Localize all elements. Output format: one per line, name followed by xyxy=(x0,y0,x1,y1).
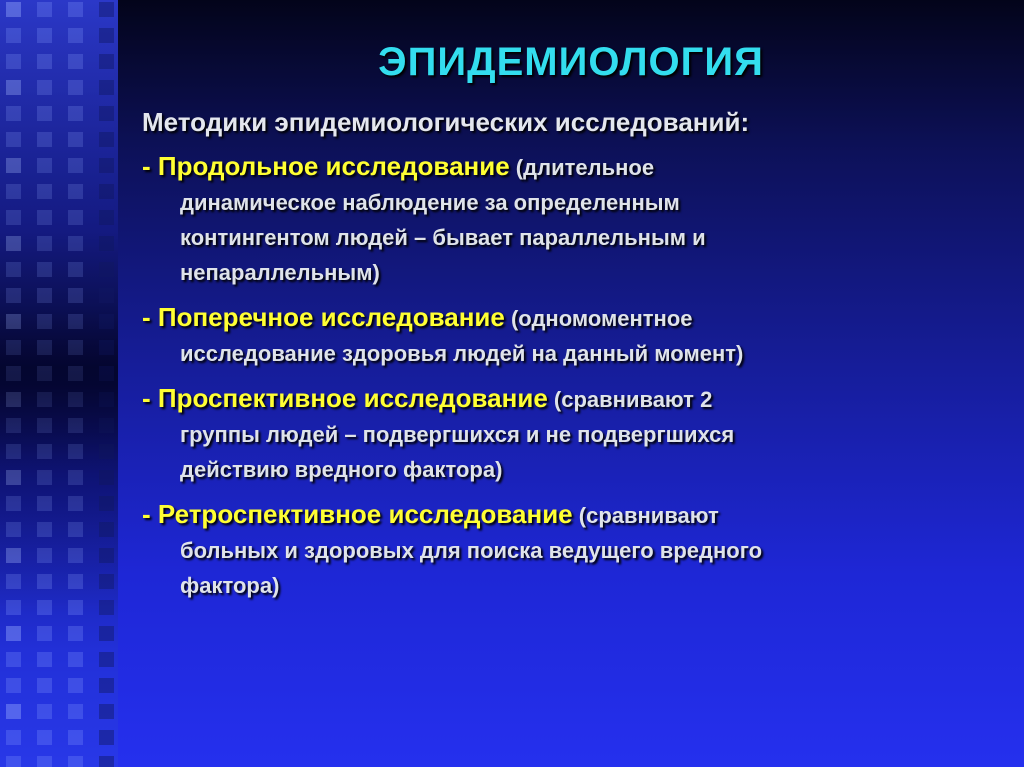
decorative-square xyxy=(99,158,114,173)
decorative-square xyxy=(37,2,52,17)
decorative-square xyxy=(68,262,83,277)
bullet-dash: - xyxy=(142,302,158,332)
decorative-square xyxy=(6,340,21,355)
decorative-square xyxy=(6,28,21,43)
decorative-square xyxy=(68,132,83,147)
decorative-square xyxy=(99,28,114,43)
decorative-square xyxy=(99,548,114,563)
decorative-square xyxy=(6,288,21,303)
slide-title: ЭПИДЕМИОЛОГИЯ xyxy=(378,40,764,84)
decorative-square xyxy=(99,366,114,381)
decorative-square xyxy=(37,574,52,589)
decorative-square xyxy=(37,340,52,355)
decorative-square xyxy=(6,210,21,225)
decorative-square xyxy=(37,314,52,329)
decorative-square xyxy=(99,262,114,277)
decorative-square xyxy=(99,418,114,433)
decorative-square-grid xyxy=(0,0,118,767)
decorative-square xyxy=(99,80,114,95)
decorative-square xyxy=(6,730,21,745)
decorative-square xyxy=(68,314,83,329)
decorative-square xyxy=(68,158,83,173)
decorative-square xyxy=(6,236,21,251)
decorative-square xyxy=(68,28,83,43)
method-description-line: непараллельным) xyxy=(180,260,380,285)
decorative-square xyxy=(37,132,52,147)
decorative-side-band xyxy=(0,0,118,767)
decorative-square xyxy=(68,470,83,485)
method-description: (длительное xyxy=(509,155,655,180)
decorative-square xyxy=(99,106,114,121)
decorative-square xyxy=(99,600,114,615)
decorative-square xyxy=(99,678,114,693)
decorative-square xyxy=(68,106,83,121)
bullet-dash: - xyxy=(142,151,158,181)
decorative-square xyxy=(6,548,21,563)
decorative-square xyxy=(6,262,21,277)
method-term: Проспективное исследование xyxy=(157,383,548,413)
decorative-square xyxy=(37,730,52,745)
decorative-square xyxy=(68,54,83,69)
decorative-square xyxy=(99,444,114,459)
method-item-retrospective xyxy=(142,497,972,603)
decorative-square xyxy=(37,522,52,537)
decorative-square xyxy=(6,678,21,693)
decorative-square xyxy=(6,132,21,147)
decorative-square xyxy=(99,392,114,407)
decorative-square xyxy=(68,548,83,563)
decorative-square xyxy=(37,756,52,767)
decorative-square xyxy=(6,756,21,767)
decorative-square xyxy=(68,444,83,459)
method-description-line: контингентом людей – бывает параллельным и xyxy=(180,225,706,250)
decorative-square xyxy=(37,418,52,433)
decorative-square xyxy=(68,418,83,433)
decorative-square xyxy=(37,496,52,511)
decorative-square xyxy=(37,158,52,173)
method-term: Ретроспективное исследование xyxy=(157,499,573,529)
decorative-square xyxy=(6,652,21,667)
decorative-square xyxy=(68,210,83,225)
decorative-square xyxy=(37,210,52,225)
decorative-square xyxy=(68,626,83,641)
decorative-square xyxy=(99,288,114,303)
decorative-square xyxy=(68,80,83,95)
decorative-square xyxy=(99,730,114,745)
decorative-square xyxy=(6,106,21,121)
decorative-square xyxy=(68,756,83,767)
decorative-square xyxy=(6,366,21,381)
decorative-square xyxy=(99,756,114,767)
decorative-square xyxy=(6,496,21,511)
method-term: Продольное исследование xyxy=(157,151,510,181)
decorative-square xyxy=(6,184,21,199)
slide-subtitle: Методики эпидемиологических исследований: xyxy=(142,107,750,137)
decorative-square xyxy=(6,574,21,589)
decorative-square xyxy=(68,678,83,693)
decorative-square xyxy=(6,54,21,69)
decorative-square xyxy=(37,392,52,407)
decorative-square xyxy=(99,2,114,17)
decorative-square xyxy=(68,366,83,381)
decorative-square xyxy=(99,314,114,329)
decorative-square xyxy=(6,522,21,537)
method-description-line: действию вредного фактора) xyxy=(180,457,503,482)
decorative-square xyxy=(68,2,83,17)
decorative-square xyxy=(6,158,21,173)
method-item-prospective xyxy=(142,381,972,487)
decorative-square xyxy=(99,704,114,719)
decorative-square xyxy=(68,704,83,719)
decorative-square xyxy=(37,444,52,459)
decorative-square xyxy=(99,496,114,511)
decorative-square xyxy=(37,106,52,121)
decorative-square xyxy=(68,340,83,355)
method-description-line: динамическое наблюдение за определенным xyxy=(180,190,680,215)
decorative-square xyxy=(68,496,83,511)
decorative-square xyxy=(68,522,83,537)
decorative-square xyxy=(37,262,52,277)
decorative-square xyxy=(99,574,114,589)
decorative-square xyxy=(37,236,52,251)
decorative-square xyxy=(6,80,21,95)
decorative-square xyxy=(37,80,52,95)
decorative-square xyxy=(6,600,21,615)
decorative-square xyxy=(99,184,114,199)
method-description: (сравнивают 2 xyxy=(547,387,713,412)
decorative-square xyxy=(99,626,114,641)
decorative-square xyxy=(68,652,83,667)
method-description-line: исследование здоровья людей на данный момент) xyxy=(180,341,744,366)
method-description-line: фактора) xyxy=(180,573,280,598)
method-description-line: группы людей – подвергшихся и не подвергшихся xyxy=(180,422,735,447)
decorative-square xyxy=(99,470,114,485)
decorative-square xyxy=(68,236,83,251)
decorative-square xyxy=(37,184,52,199)
decorative-square xyxy=(37,704,52,719)
decorative-square xyxy=(99,522,114,537)
decorative-square xyxy=(99,236,114,251)
method-item-longitudinal xyxy=(142,149,972,290)
decorative-square xyxy=(68,600,83,615)
method-description: (одномоментное xyxy=(504,306,693,331)
decorative-square xyxy=(6,2,21,17)
decorative-square xyxy=(68,730,83,745)
bullet-dash: - xyxy=(142,383,158,413)
decorative-square xyxy=(37,28,52,43)
decorative-square xyxy=(99,210,114,225)
decorative-square xyxy=(6,392,21,407)
decorative-square xyxy=(6,470,21,485)
decorative-square xyxy=(37,470,52,485)
decorative-square xyxy=(37,548,52,563)
method-description: (сравнивают xyxy=(572,503,719,528)
decorative-square xyxy=(6,704,21,719)
method-term: Поперечное исследование xyxy=(157,302,505,332)
decorative-square xyxy=(68,392,83,407)
decorative-square xyxy=(37,600,52,615)
method-description-line: больных и здоровых для поиска ведущего вредного xyxy=(180,538,763,563)
decorative-square xyxy=(99,54,114,69)
method-item-cross-sectional xyxy=(142,300,972,371)
slide-content xyxy=(142,107,972,613)
decorative-square xyxy=(99,132,114,147)
decorative-square xyxy=(37,54,52,69)
bullet-dash: - xyxy=(142,499,158,529)
decorative-square xyxy=(6,314,21,329)
decorative-square xyxy=(99,340,114,355)
decorative-square xyxy=(68,184,83,199)
decorative-square xyxy=(68,574,83,589)
decorative-square xyxy=(6,626,21,641)
decorative-square xyxy=(6,418,21,433)
decorative-square xyxy=(37,366,52,381)
decorative-square xyxy=(37,288,52,303)
decorative-square xyxy=(37,626,52,641)
decorative-square xyxy=(68,288,83,303)
decorative-square xyxy=(37,678,52,693)
decorative-square xyxy=(6,444,21,459)
decorative-square xyxy=(37,652,52,667)
decorative-square xyxy=(99,652,114,667)
